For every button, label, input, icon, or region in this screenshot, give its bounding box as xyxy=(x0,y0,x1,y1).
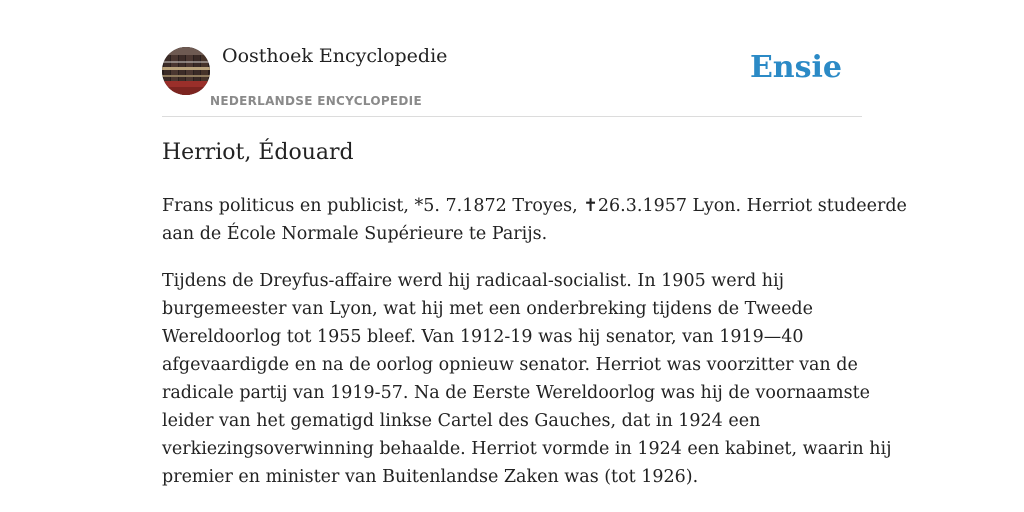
book-spines-icon[interactable] xyxy=(162,47,210,95)
site-subtitle: NEDERLANDSE ENCYCLOPEDIE xyxy=(210,94,422,108)
paragraph-line: premier en minister van Buitenlandse Zaken was (tot 1926). xyxy=(162,467,699,487)
site-header xyxy=(162,0,862,117)
article-paragraph-1 xyxy=(162,192,907,248)
paragraph-line: afgevaardigde en na de oorlog opnieuw senator. Herriot was voorzitter van de xyxy=(162,355,858,375)
site-title-link[interactable]: Oosthoek Encyclopedie xyxy=(222,45,448,67)
brand-logo-link[interactable]: Ensie xyxy=(749,50,842,85)
paragraph-line: Tijdens de Dreyfus-affaire werd hij radicaal-socialist. In 1905 werd hij xyxy=(162,271,785,291)
paragraph-line: leider van het gematigd linkse Cartel des Gauches, dat in 1924 een xyxy=(162,411,761,431)
paragraph-line: aan de École Normale Supérieure te Parijs. xyxy=(162,224,548,244)
paragraph-line: radicale partij van 1919-57. Na de Eerste Wereldoorlog was hij de voornaamste xyxy=(162,383,870,403)
paragraph-line: Wereldoorlog tot 1955 bleef. Van 1912-19 was hij senator, van 1919—40 xyxy=(162,327,804,347)
article-paragraph-2 xyxy=(162,267,892,491)
page-container xyxy=(162,0,907,487)
article-title: Herriot, Édouard xyxy=(162,140,354,165)
paragraph-line: burgemeester van Lyon, wat hij met een onderbreking tijdens de Tweede xyxy=(162,299,813,319)
paragraph-line: Frans politicus en publicist, *5. 7.1872 Troyes, ✝26.3.1957 Lyon. Herriot studeerde xyxy=(162,196,907,216)
paragraph-line: verkiezingsoverwinning behaalde. Herriot vormde in 1924 een kabinet, waarin hij xyxy=(162,439,892,459)
